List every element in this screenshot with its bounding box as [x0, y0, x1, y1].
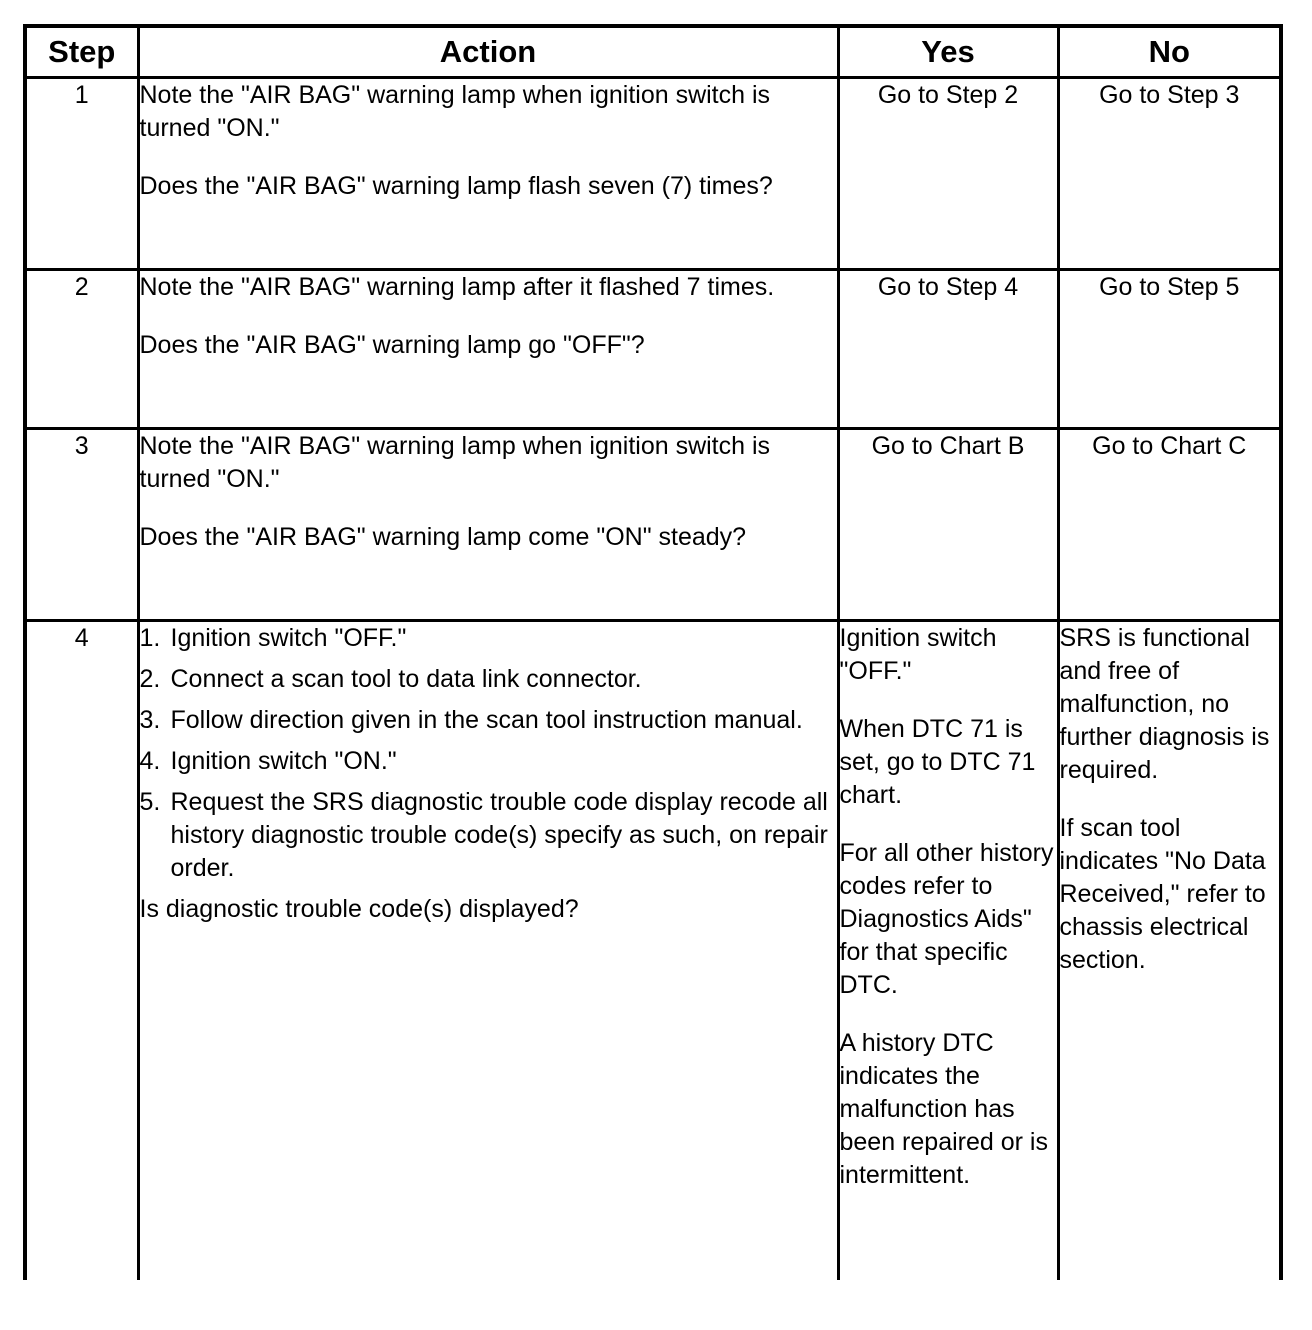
header-yes: Yes	[838, 26, 1058, 78]
action-question: Does the "AIR BAG" warning lamp go "OFF"?	[139, 331, 645, 359]
yes-result	[838, 621, 1058, 1281]
table-row	[25, 621, 1281, 1281]
no-result: Go to Chart C	[1058, 429, 1281, 621]
yes-result: Go to Chart B	[838, 429, 1058, 621]
procedure-step: 4. Ignition switch "ON."	[139, 747, 397, 775]
step-number: 1	[25, 78, 138, 270]
header-row	[25, 26, 1281, 78]
no-result	[1058, 621, 1281, 1281]
action-cell	[138, 270, 838, 429]
table-row	[25, 78, 1281, 270]
action-cell	[138, 78, 838, 270]
action-question: Does the "AIR BAG" warning lamp come "ON" steady?	[139, 523, 747, 551]
no-note: SRS is functional and free of malfunction, no further diagnosis is required.	[1059, 624, 1270, 784]
header-no: No	[1058, 26, 1281, 78]
action-instruction: Note the "AIR BAG" warning lamp after it flashed 7 times.	[139, 273, 775, 301]
diagnostic-table	[23, 24, 1283, 1280]
yes-result: Go to Step 4	[838, 270, 1058, 429]
yes-note: For all other history codes refer to Diagnostics Aids" for that specific DTC.	[839, 839, 1054, 999]
table-row	[25, 270, 1281, 429]
action-instruction: Note the "AIR BAG" warning lamp when ignition switch is turned "ON."	[139, 81, 771, 142]
action-question: Is diagnostic trouble code(s) displayed?	[139, 895, 579, 923]
header-action: Action	[138, 26, 838, 78]
header-step: Step	[25, 26, 138, 78]
procedure-step: 1. Ignition switch "OFF."	[139, 624, 407, 652]
step-number: 3	[25, 429, 138, 621]
action-cell	[138, 621, 838, 1281]
yes-note: Ignition switch "OFF."	[839, 624, 997, 685]
yes-note: When DTC 71 is set, go to DTC 71 chart.	[839, 715, 1036, 809]
action-question: Does the "AIR BAG" warning lamp flash seven (7) times?	[139, 172, 773, 200]
no-result: Go to Step 3	[1058, 78, 1281, 270]
no-note: If scan tool indicates "No Data Received," refer to chassis electrical section.	[1059, 814, 1266, 974]
table-row	[25, 429, 1281, 621]
action-instruction: Note the "AIR BAG" warning lamp when ignition switch is turned "ON."	[139, 432, 771, 493]
yes-note: A history DTC indicates the malfunction has been repaired or is intermittent.	[839, 1029, 1048, 1189]
no-result: Go to Step 5	[1058, 270, 1281, 429]
step-number: 2	[25, 270, 138, 429]
yes-result: Go to Step 2	[838, 78, 1058, 270]
procedure-step: 3. Follow direction given in the scan tool instruction manual.	[139, 706, 803, 734]
procedure-list	[140, 622, 837, 885]
step-number: 4	[25, 621, 138, 1281]
action-cell	[138, 429, 838, 621]
procedure-step: 5. Request the SRS diagnostic trouble code display recode all history diagnostic trouble code(s) specify as such, on repair order.	[139, 788, 828, 882]
procedure-step: 2. Connect a scan tool to data link connector.	[139, 665, 642, 693]
